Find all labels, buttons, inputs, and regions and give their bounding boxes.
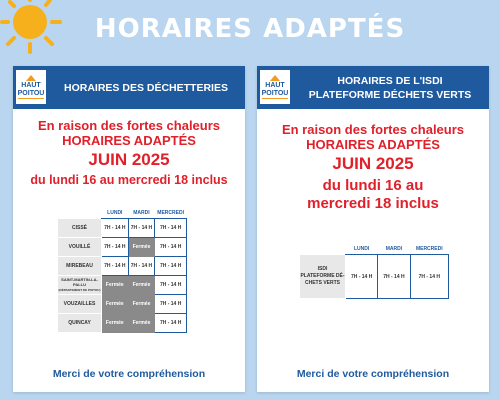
hours-cell: 7H - 14 H	[128, 257, 155, 276]
closed-cell: Fermée	[128, 314, 155, 333]
poster-title-line-2: PLATEFORME DÉCHETS VERTS	[308, 88, 472, 101]
hours-cell: 7H - 14 H	[155, 295, 187, 314]
site-name-sub: (DÉPARTEMENT DE POITOU)	[58, 288, 101, 292]
hours-cell: 7H - 14 H	[155, 238, 187, 257]
site-name-main: SAINT-MARTIN-LA-PALLU	[61, 277, 98, 287]
closed-cell: Fermée	[102, 295, 129, 314]
isdi-poster	[257, 66, 489, 392]
poster-title	[295, 66, 485, 109]
adapted-hours-label: HORAIRES ADAPTÉS	[62, 133, 196, 148]
hours-cell: 7H - 14 H	[102, 219, 129, 238]
date-range-line-2: mercredi 18 inclus	[307, 195, 439, 212]
thanks-message: Merci de votre compréhension	[296, 368, 450, 380]
poster-title: HORAIRES DES DÉCHETTERIES	[64, 81, 228, 94]
table-row	[300, 255, 449, 299]
poster-header-band	[257, 66, 489, 109]
schedule-table	[299, 244, 449, 299]
column-header: MARDI	[128, 208, 155, 219]
thanks-message: Merci de votre compréhension	[52, 368, 206, 380]
logo-roof-icon	[270, 75, 280, 81]
closed-cell: Fermée	[102, 314, 129, 333]
column-header: MARDI	[378, 244, 410, 255]
adapted-hours-label: HORAIRES ADAPTÉS	[306, 137, 440, 152]
site-name: VOUILLÉ	[58, 238, 102, 257]
hours-cell: 7H - 14 H	[155, 276, 187, 295]
logo-line-1: HAUT	[21, 82, 41, 89]
closed-cell: Fermée	[102, 276, 129, 295]
site-name: CISSÉ	[58, 219, 102, 238]
heat-notice: En raison des fortes chaleurs	[37, 118, 221, 133]
site-name: MIREBEAU	[58, 257, 102, 276]
column-header: MERCREDI	[155, 208, 187, 219]
closed-cell: Fermée	[128, 238, 155, 257]
haut-poitou-logo	[16, 70, 46, 104]
table-row	[58, 257, 187, 276]
column-header: LUNDI	[102, 208, 129, 219]
heat-notice: En raison des fortes chaleurs	[281, 122, 465, 137]
site-name: QUINCAY	[58, 314, 102, 333]
schedule-table	[57, 208, 187, 333]
date-range-line-1: du lundi 16 au	[322, 177, 424, 194]
poster-header-band	[13, 66, 245, 109]
logo-line-2: POITOU	[17, 90, 45, 97]
hours-cell: 7H - 14 H	[378, 255, 410, 299]
hours-cell: 7H - 14 H	[155, 257, 187, 276]
poster-title-line-1: HORAIRES DE L'ISDI	[337, 74, 443, 87]
column-header: LUNDI	[346, 244, 378, 255]
table-row	[58, 276, 187, 295]
logo-line-2: POITOU	[261, 90, 289, 97]
closed-cell: Fermée	[128, 276, 155, 295]
date-range: du lundi 16 au mercredi 18 inclus	[30, 173, 228, 187]
closed-cell: Fermée	[128, 295, 155, 314]
hours-cell: 7H - 14 H	[346, 255, 378, 299]
hours-cell: 7H - 14 H	[128, 219, 155, 238]
logo-line-1: HAUT	[265, 82, 285, 89]
hours-cell: 7H - 14 H	[102, 257, 129, 276]
site-name	[58, 276, 102, 295]
month-label: JUIN 2025	[88, 150, 170, 169]
site-name: VOUZAILLES	[58, 295, 102, 314]
page-headline: HORAIRES ADAPTÉS	[94, 14, 406, 44]
site-name: ISDI PLATEFORME DÉ-CHETS VERTS	[300, 255, 346, 299]
hours-cell: 7H - 14 H	[155, 219, 187, 238]
hours-cell: 7H - 14 H	[102, 238, 129, 257]
table-row	[58, 295, 187, 314]
dechetteries-poster	[13, 66, 245, 392]
table-row	[58, 238, 187, 257]
logo-roof-icon	[26, 75, 36, 81]
column-header: MERCREDI	[410, 244, 448, 255]
table-row	[58, 219, 187, 238]
month-label: JUIN 2025	[332, 154, 414, 173]
table-row	[58, 314, 187, 333]
hours-cell: 7H - 14 H	[155, 314, 187, 333]
haut-poitou-logo	[260, 70, 290, 104]
hours-cell: 7H - 14 H	[410, 255, 448, 299]
